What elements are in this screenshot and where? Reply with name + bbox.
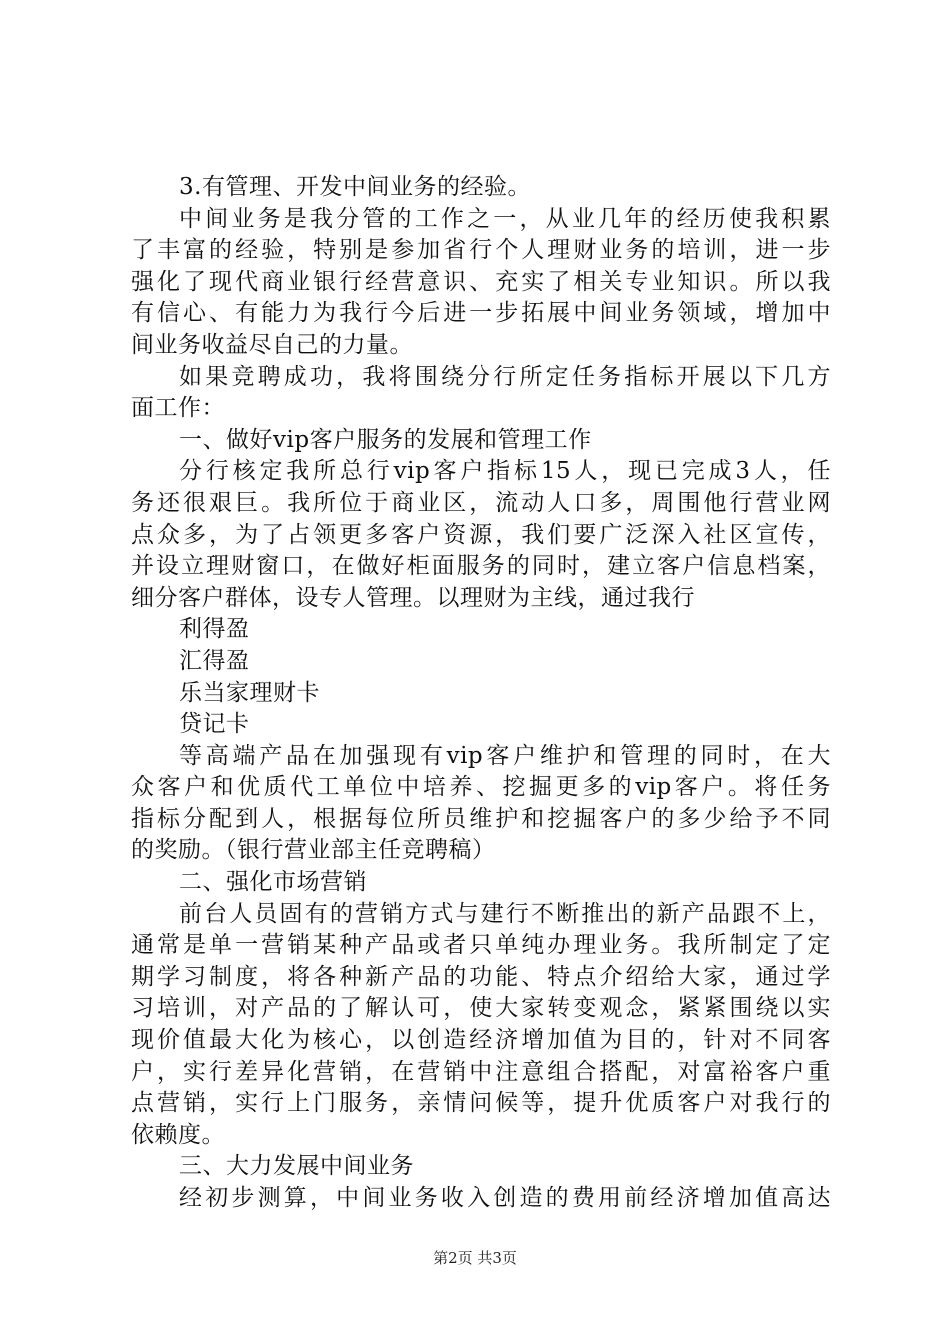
- document-body: [131, 172, 831, 1215]
- text-line: 点营销，实行上门服务，亲情问候等，提升优质客户对我行的: [131, 1090, 831, 1117]
- text-line: 前台人员固有的营销方式与建行不断推出的新产品跟不上，: [179, 900, 831, 927]
- text-line: 期学习制度，将各种新产品的功能、特点介绍给大家，通过学: [131, 963, 831, 990]
- text-line: 贷记卡: [179, 711, 250, 738]
- text-line: 间业务收益尽自己的力量。: [131, 331, 413, 358]
- text-line: 依赖度。: [131, 1121, 225, 1148]
- page-footer: 第2页 共3页: [433, 1249, 517, 1267]
- text-line: 细分客户群体，设专人管理。以理财为主线，通过我行: [131, 584, 695, 611]
- text-line: 众客户和优质代工单位中培养、挖掘更多的vip客户。将任务: [131, 774, 831, 801]
- text-line: 分行核定我所总行vip客户指标15人，现已完成3人，任: [179, 458, 831, 485]
- text-line: 务还很艰巨。我所位于商业区，流动人口多，周围他行营业网: [131, 489, 831, 516]
- text-line: 户，实行差异化营销，在营销中注意组合搭配，对富裕客户重: [131, 1058, 831, 1085]
- text-line: 二、强化市场营销: [179, 869, 367, 896]
- text-line: 利得盈: [179, 616, 250, 643]
- text-line: 经初步测算，中间业务收入创造的费用前经济增加值高达: [179, 1185, 831, 1211]
- text-line: 并设立理财窗口，在做好柜面服务的同时，建立客户信息档案，: [131, 553, 831, 580]
- text-line: 强化了现代商业银行经营意识、充实了相关专业知识。所以我: [131, 268, 831, 295]
- text-line: 通常是单一营销某种产品或者只单纯办理业务。我所制定了定: [131, 932, 831, 959]
- text-line: 一、做好vip客户服务的发展和管理工作: [179, 426, 592, 453]
- text-line: 三、大力发展中间业务: [179, 1153, 414, 1180]
- text-line: 现价值最大化为核心，以创造经济增加值为目的，针对不同客: [131, 1027, 831, 1054]
- text-line: 指标分配到人，根据每位所员维护和挖掘客户的多少给予不同: [131, 805, 831, 832]
- text-line: 等高端产品在加强现有vip客户维护和管理的同时，在大: [179, 742, 831, 769]
- text-line: 如果竞聘成功，我将围绕分行所定任务指标开展以下几方: [179, 363, 831, 390]
- text-line: 的奖励。（银行营业部主任竞聘稿）: [131, 837, 496, 864]
- text-line: 习培训，对产品的了解认可，使大家转变观念，紧紧围绕以实: [131, 995, 831, 1022]
- text-line: 有信心、有能力为我行今后进一步拓展中间业务领域，增加中: [131, 300, 831, 327]
- text-line: 中间业务是我分管的工作之一，从业几年的经历使我积累: [179, 205, 831, 232]
- text-line: 点众多，为了占领更多客户资源，我们要广泛深入社区宣传，: [131, 521, 831, 548]
- text-line: 3.有管理、开发中间业务的经验。: [179, 174, 531, 200]
- text-line: 了丰富的经验，特别是参加省行个人理财业务的培训，进一步: [131, 237, 831, 264]
- text-line: 汇得盈: [179, 647, 250, 674]
- text-line: 乐当家理财卡: [179, 679, 320, 706]
- text-line: 面工作：: [131, 395, 225, 422]
